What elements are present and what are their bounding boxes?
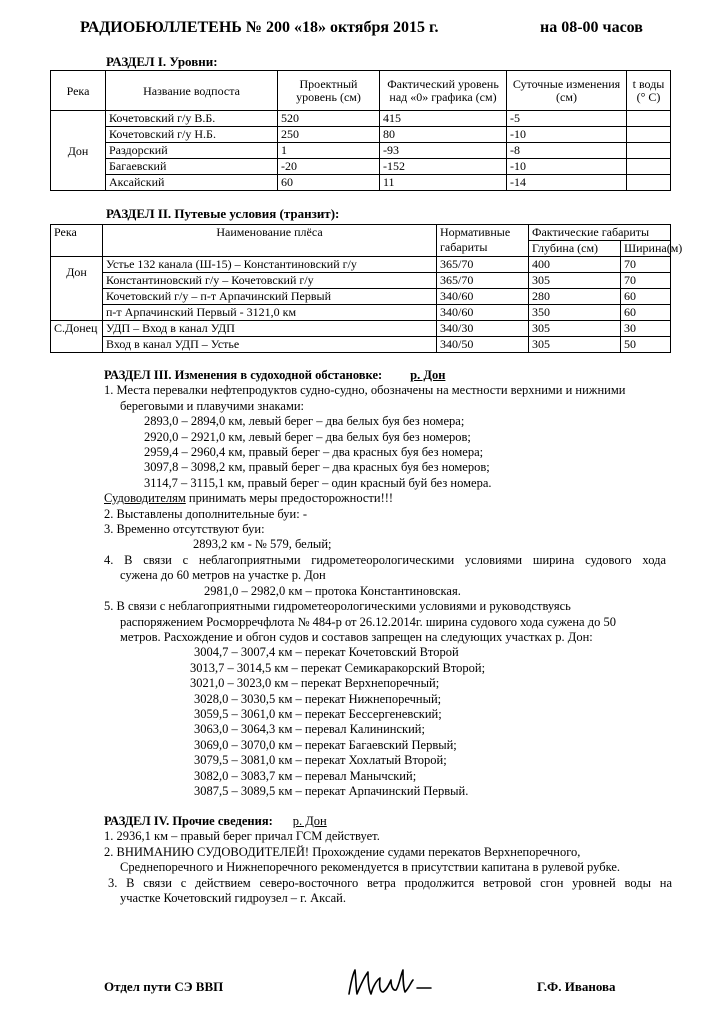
table-row bbox=[51, 111, 671, 127]
routes-river-cell: Дон bbox=[51, 257, 103, 321]
routes-name: п-т Арпачинский Первый - 3121,0 км bbox=[103, 305, 437, 321]
levels-header-river: Река bbox=[51, 71, 106, 111]
s3-item2: 2. Выставлены дополнительные буи: - bbox=[104, 506, 307, 521]
s3-item5-list-item: 3063,0 – 3064,3 км – перевал Калининский; bbox=[194, 722, 425, 737]
levels-design: 60 bbox=[278, 175, 380, 191]
s3-item5-list-item: 3028,0 – 3030,5 км – перекат Нижнепоречный; bbox=[194, 691, 442, 706]
routes-norm: 340/60 bbox=[437, 289, 529, 305]
routes-width: 60 bbox=[621, 289, 671, 305]
routes-depth: 305 bbox=[529, 321, 621, 337]
levels-river-cell: Дон bbox=[51, 111, 106, 191]
levels-header-design: Проектный уровень (см) bbox=[278, 71, 380, 111]
levels-table bbox=[50, 70, 671, 191]
s3-item5-list-item: 3082,0 – 3083,7 км – перевал Манычский; bbox=[194, 768, 417, 783]
s3-item3: 3. Временно отсутствуют буи: bbox=[104, 522, 265, 537]
levels-header-post: Название водпоста bbox=[106, 71, 278, 111]
s3-item5-list-item: 3087,5 – 3089,5 км – перекат Арпачинский Первый. bbox=[194, 783, 469, 798]
s3-item5-line1: 5. В связи с неблагоприятными гидрометеорологическими условиями и руководствуясь bbox=[104, 599, 571, 614]
levels-temp bbox=[627, 111, 671, 127]
s4-item1: 1. 2936,1 км – правый берег причал ГСМ действует. bbox=[104, 829, 380, 844]
levels-actual: 11 bbox=[380, 175, 507, 191]
levels-temp bbox=[627, 159, 671, 175]
levels-post: Багаевский bbox=[106, 159, 278, 175]
levels-actual: 80 bbox=[380, 127, 507, 143]
s3-item5-list-item: 3021,0 – 3023,0 км – перекат Верхнепоречный; bbox=[190, 676, 440, 691]
routes-header-river: Река bbox=[51, 225, 103, 257]
levels-header-actual: Фактический уровень над «0» графика (см) bbox=[380, 71, 507, 111]
levels-temp bbox=[627, 127, 671, 143]
routes-name: Устье 132 канала (Ш-15) – Константиновский г/у bbox=[103, 257, 437, 273]
routes-depth: 350 bbox=[529, 305, 621, 321]
routes-norm: 365/70 bbox=[437, 257, 529, 273]
table-row bbox=[51, 305, 671, 321]
routes-width: 70 bbox=[621, 273, 671, 289]
s3-item5-line2: распоряжением Росморречфлота № 484-р от 26.12.2014г. ширина судового хода сужена до 50 bbox=[120, 614, 616, 629]
bulletin-time: на 08-00 часов bbox=[540, 19, 643, 36]
routes-table bbox=[50, 224, 683, 353]
s3-item3-detail: 2893,2 км - № 579, белый; bbox=[193, 537, 332, 552]
levels-post: Аксайский bbox=[106, 175, 278, 191]
table-row bbox=[51, 289, 671, 305]
routes-header-depth: Глубина (см) bbox=[529, 241, 621, 257]
footer-signer: Г.Ф. Иванова bbox=[537, 979, 616, 994]
levels-change: -5 bbox=[507, 111, 627, 127]
section4-block bbox=[104, 814, 682, 906]
section3-title: РАЗДЕЛ III. Изменения в судоходной обстановке: bbox=[104, 368, 383, 382]
s3-item4-detail: 2981,0 – 2982,0 км – протока Константиновская. bbox=[204, 583, 461, 598]
table-row bbox=[51, 337, 671, 353]
levels-actual: -152 bbox=[380, 159, 507, 175]
levels-change: -10 bbox=[507, 127, 627, 143]
s3-item4-line2: сужена до 60 метров на участке р. Дон bbox=[120, 568, 326, 583]
routes-norm: 340/30 bbox=[437, 321, 529, 337]
levels-header-temp: t воды (° С) bbox=[627, 71, 671, 111]
levels-post: Кочетовский г/у Н.Б. bbox=[106, 127, 278, 143]
routes-header-row bbox=[51, 225, 671, 241]
s3-warning-rest: принимать меры предосторожности!!! bbox=[185, 491, 394, 506]
levels-design: -20 bbox=[278, 159, 380, 175]
bulletin-title: РАДИОБЮЛЛЕТЕНЬ № 200 «18» октября 2015 г. bbox=[80, 19, 439, 36]
levels-change: -8 bbox=[507, 143, 627, 159]
s3-item5-list-item: 3059,5 – 3061,0 км – перекат Бессергеневский; bbox=[194, 706, 442, 721]
routes-norm: 340/60 bbox=[437, 305, 529, 321]
s3-item5-list-item: 3079,5 – 3081,0 км – перекат Хохлатый Второй; bbox=[194, 753, 447, 768]
s3-item5-list-item: 3013,7 – 3014,5 км – перекат Семикаракорский Второй; bbox=[190, 660, 486, 675]
signature-image bbox=[343, 964, 439, 1002]
s3-item5-line3: метров. Расхождение и обгон судов и составов запрещен на следующих участках р. Дон: bbox=[120, 629, 593, 644]
levels-actual: 415 bbox=[380, 111, 507, 127]
s3-item4-line1: 4. В связи с неблагоприятными гидрометеорологическими условиями ширина судового хода bbox=[104, 552, 666, 567]
section1-title: РАЗДЕЛ I. Уровни: bbox=[106, 54, 218, 69]
s3-item1-list-item: 2920,0 – 2921,0 км, левый берег – два белых буя без номеров; bbox=[144, 429, 471, 444]
levels-actual: -93 bbox=[380, 143, 507, 159]
routes-header-name: Наименование плёса bbox=[103, 225, 437, 257]
routes-width: 50 bbox=[621, 337, 671, 353]
routes-name: Константиновский г/у – Кочетовский г/у bbox=[103, 273, 437, 289]
levels-post: Кочетовский г/у В.Б. bbox=[106, 111, 278, 127]
routes-header-norm: Нормативные габариты bbox=[437, 225, 529, 257]
s3-item5-list-item: 3069,0 – 3070,0 км – перекат Багаевский Первый; bbox=[194, 737, 457, 752]
s3-item1-list-item: 3114,7 – 3115,1 км, правый берег – один красный буй без номера. bbox=[144, 475, 492, 490]
s4-item2-line1: 2. ВНИМАНИЮ СУДОВОДИТЕЛЕЙ! Прохождение судами перекатов Верхнепоречного, bbox=[104, 844, 581, 859]
levels-post: Раздорский bbox=[106, 143, 278, 159]
s4-item2-line2: Среднепоречного и Нижнепоречного рекомендуется в присутствии капитана в рулевой рубке. bbox=[120, 860, 621, 875]
table-row bbox=[51, 257, 671, 273]
table-row bbox=[51, 159, 671, 175]
section3-block bbox=[104, 368, 682, 799]
s3-warning-underlined: Судоводителям bbox=[104, 491, 186, 506]
s4-item3-line1: 3. В связи с действием северо-восточного ветра продолжится ветровой сгон уровней воды на bbox=[108, 875, 672, 890]
levels-temp bbox=[627, 143, 671, 159]
routes-norm: 340/50 bbox=[437, 337, 529, 353]
routes-name: Кочетовский г/у – п-т Арпачинский Первый bbox=[103, 289, 437, 305]
section4-river: р. Дон bbox=[292, 814, 327, 828]
levels-change: -10 bbox=[507, 159, 627, 175]
levels-design: 250 bbox=[278, 127, 380, 143]
levels-design: 1 bbox=[278, 143, 380, 159]
levels-temp bbox=[627, 175, 671, 191]
routes-river-cell: С.Донец bbox=[51, 321, 103, 353]
levels-change: -14 bbox=[507, 175, 627, 191]
routes-header-width: Ширина(м) bbox=[621, 241, 671, 257]
section4-heading bbox=[104, 814, 682, 829]
s3-item1-list-item: 2893,0 – 2894,0 км, левый берег – два белых буя без номера; bbox=[144, 414, 465, 429]
table-row bbox=[51, 273, 671, 289]
section3-heading bbox=[104, 368, 682, 383]
s3-item1-line1: 1. Места перевалки нефтепродуктов судно-судно, обозначены на местности верхними и нижними bbox=[104, 383, 626, 398]
routes-name: УДП – Вход в канал УДП bbox=[103, 321, 437, 337]
table-row bbox=[51, 127, 671, 143]
levels-header-row bbox=[51, 71, 671, 111]
s3-item1-list-item: 2959,4 – 2960,4 км, правый берег – два красных буя без номера; bbox=[144, 445, 484, 460]
s3-item1-list-item: 3097,8 – 3098,2 км, правый берег – два красных буя без номеров; bbox=[144, 460, 490, 475]
section4-title: РАЗДЕЛ IV. Прочие сведения: bbox=[104, 814, 273, 828]
s3-item1-line2: береговыми и плавучими знаками: bbox=[120, 398, 305, 413]
table-row bbox=[51, 143, 671, 159]
s4-item3-line2: участке Кочетовский гидроузел – г. Аксай. bbox=[120, 891, 347, 906]
table-row bbox=[51, 175, 671, 191]
levels-header-change: Суточные изменения (см) bbox=[507, 71, 627, 111]
s3-item5-list-item: 3004,7 – 3007,4 км – перекат Кочетовский Второй bbox=[194, 645, 459, 660]
section3-river: р. Дон bbox=[410, 368, 446, 382]
routes-depth: 305 bbox=[529, 273, 621, 289]
routes-name: Вход в канал УДП – Устье bbox=[103, 337, 437, 353]
section2-title: РАЗДЕЛ II. Путевые условия (транзит): bbox=[106, 206, 340, 221]
routes-depth: 280 bbox=[529, 289, 621, 305]
routes-depth: 305 bbox=[529, 337, 621, 353]
footer-department: Отдел пути СЭ ВВП bbox=[104, 979, 224, 994]
routes-header-fact: Фактические габариты bbox=[529, 225, 671, 241]
s3-warning bbox=[104, 491, 682, 506]
routes-width: 60 bbox=[621, 305, 671, 321]
table-row bbox=[51, 321, 671, 337]
routes-norm: 365/70 bbox=[437, 273, 529, 289]
routes-width: 30 bbox=[621, 321, 671, 337]
routes-depth: 400 bbox=[529, 257, 621, 273]
routes-width: 70 bbox=[621, 257, 671, 273]
levels-design: 520 bbox=[278, 111, 380, 127]
